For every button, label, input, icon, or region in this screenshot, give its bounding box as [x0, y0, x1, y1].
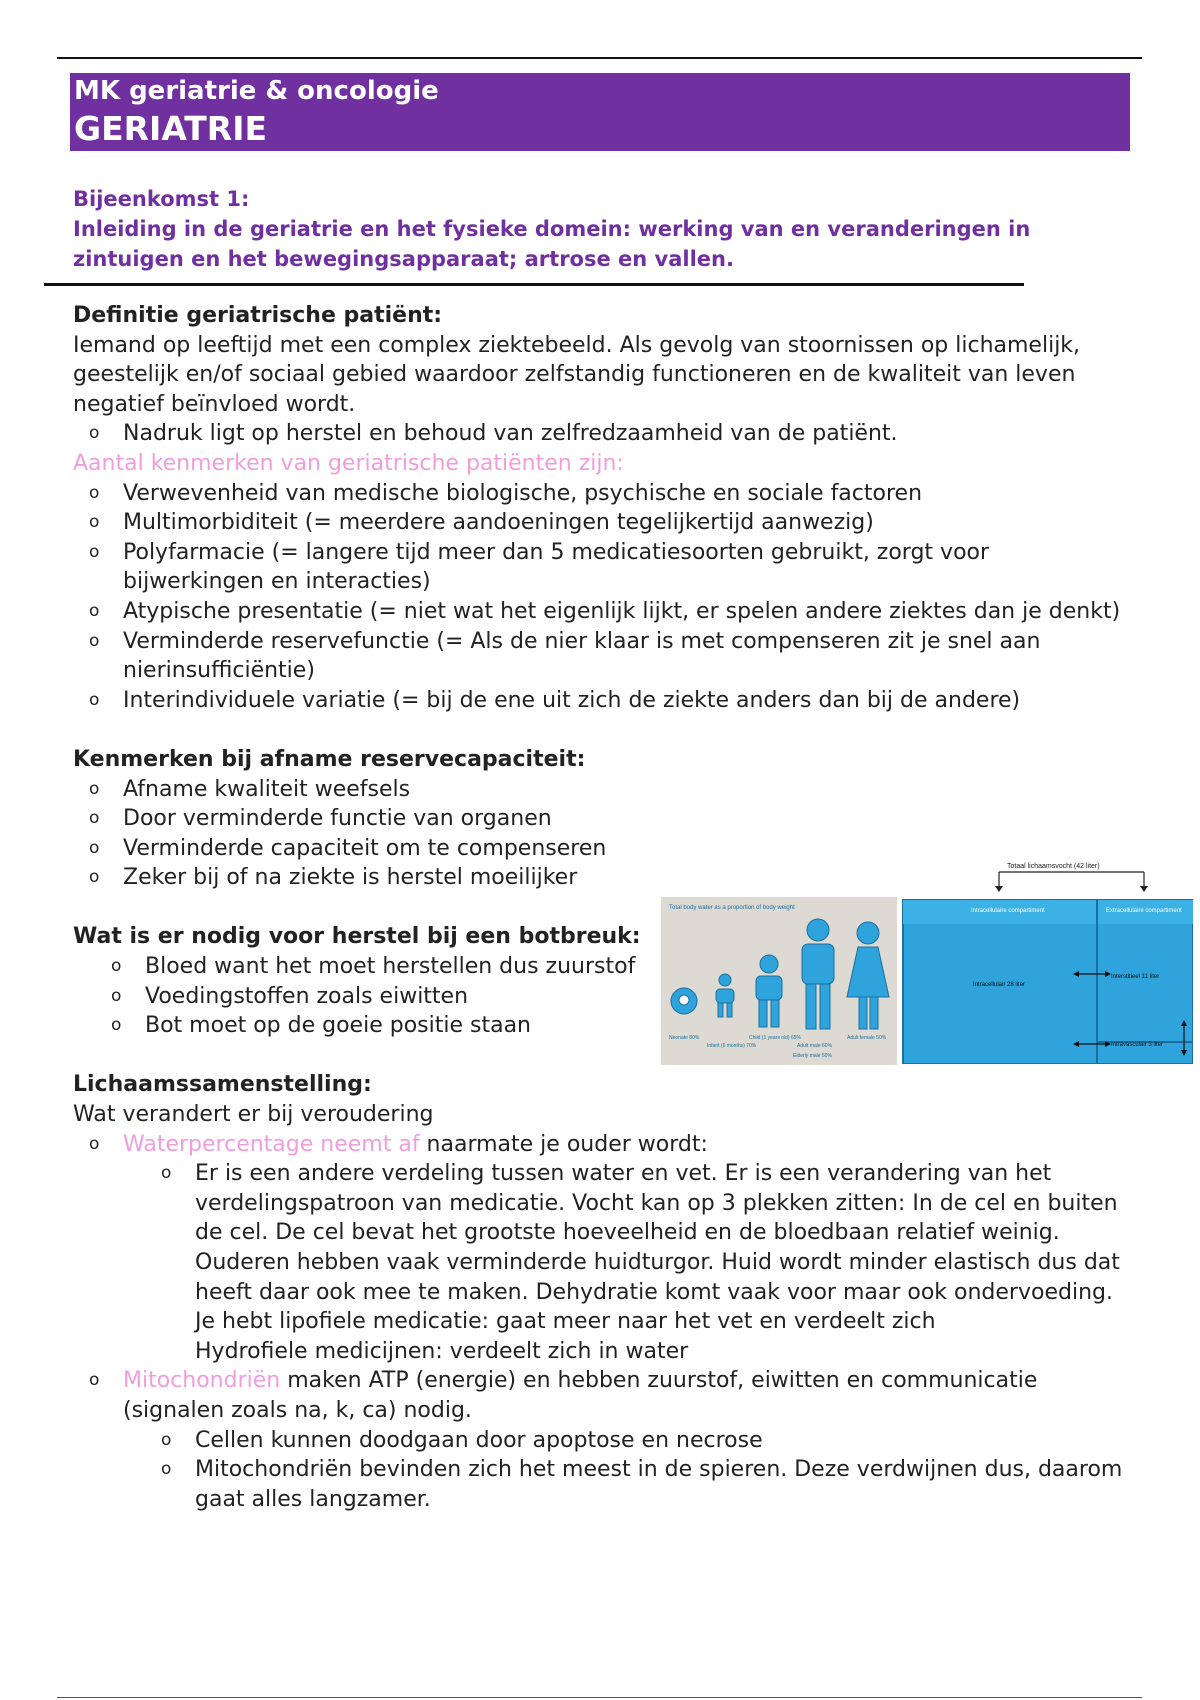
water-highlight: Waterpercentage neemt af [123, 1131, 420, 1157]
list-item [73, 1366, 1133, 1425]
label-neonate: Neonate 80% [669, 1035, 700, 1041]
label-adult-male: Adult male 60% [797, 1043, 833, 1049]
list-item: o Er is een andere verdeling tussen water en vet. Er is een verandering van het verdelingspatroon van medicatie. Vocht kan op 3 plekken zitten: In de cel en buiten de cel. De cel bevat het grootste hoeveelheid en de bloedbaan relatief weinig. Ouderen hebben vaak verminderde huidturgor. Huid wordt minder elastisch dus dat heeft daar ook mee te maken. Dehydratie komt vaak voor maar ook ondervoeding. [73, 1159, 1133, 1307]
meeting-topic: Inleiding in de geriatrie en het fysieke domein: werking van en veranderingen in zintuigen en het bewegingsapparaat; artrose en vallen. [73, 217, 1031, 271]
list-item: o Mitochondriën bevinden zich het meest in de spieren. Deze verdwijnen dus, daarom gaat alles langzamer. [73, 1455, 1133, 1514]
fluid-compartments-figure [901, 858, 1193, 1064]
composition-heading: Lichaamssamenstelling: [73, 1072, 372, 1098]
list-item: o Bot moet op de goeie positie staan [73, 1011, 1133, 1041]
total-body-water-label: Totaal lichaamsvocht (42 liter) [1007, 863, 1100, 870]
list-item: o Multimorbiditeit (= meerdere aandoeningen tegelijkertijd aanwezig) [73, 508, 1133, 538]
list-item: o Nadruk ligt op herstel en behoud van zelfredzaamheid van de patiënt. [73, 419, 1133, 449]
section-rule [44, 283, 1024, 286]
label-adult-female: Adult female 50% [847, 1035, 887, 1041]
meeting-block [73, 184, 1133, 274]
list-item [73, 1130, 1133, 1160]
list-item: o Zeker bij of na ziekte is herstel moeilijker [73, 863, 1133, 893]
list-item: o Bloed want het moet herstellen dus zuurstof [73, 952, 1133, 982]
list-item: o Cellen kunnen doodgaan door apoptose en necrose [73, 1426, 1133, 1456]
title-banner [70, 73, 1130, 151]
lipophilic-text: Je hebt lipofiele medicatie: gaat meer naar het vet en verdeelt zich [195, 1309, 936, 1335]
meeting-label: Bijeenkomst 1: [73, 187, 250, 211]
list-item: o Afname kwaliteit weefsels [73, 775, 1133, 805]
composition-intro: Wat verandert er bij veroudering [73, 1102, 434, 1128]
definition-heading: Definitie geriatrische patiënt: [73, 303, 443, 328]
list-item: o Atypische presentatie (= niet wat het eigenlijk lijkt, er spelen andere ziektes dan je denkt) [73, 597, 1133, 627]
course-title: MK geriatrie & oncologie [74, 76, 439, 106]
intracellular-heading: Intracellulaire compartiment [971, 908, 1045, 914]
list-item: o Verminderde capaciteit om te compenseren [73, 834, 1133, 864]
list-item: o Door verminderde functie van organen [73, 804, 1133, 834]
fracture-heading: Wat is er nodig voor herstel bij een botbreuk: [73, 924, 641, 950]
hydrophilic-text: Hydrofiele medicijnen: verdeelt zich in water [195, 1338, 689, 1364]
list-item: o Interindividuele variatie (= bij de ene uit zich de ziekte anders dan bij de andere) [73, 686, 1133, 716]
water-text: naarmate je ouder wordt: [419, 1131, 708, 1157]
body-water-figure [661, 897, 897, 1065]
list-item: o Polyfarmacie (= langere tijd meer dan 5 medicatiesoorten gebruikt, zorgt voor bijwerkingen en interacties) [73, 538, 1133, 597]
label-elderly-male: Elderly male 50% [793, 1053, 832, 1059]
label-child: Child (1 years old) 65% [749, 1035, 801, 1041]
interstitial-volume: Interstitieel 11 liter [1111, 974, 1160, 980]
list-item: o Voedingstoffen zoals eiwitten [73, 982, 1133, 1012]
bottom-rule [57, 1697, 1142, 1698]
definition-text: Iemand op leeftijd met een complex ziektebeeld. Als gevolg van stoornissen op lichamelijk, geestelijk en/of sociaal gebied waardoor zelfstandig functioneren en de kwaliteit van leven negatief beïnvloed wordt. [73, 332, 1081, 417]
mito-highlight: Mitochondriën [123, 1368, 281, 1394]
extracellular-heading: Extracellulaire compartiment [1106, 908, 1182, 914]
reserve-heading: Kenmerken bij afname reservecapaciteit: [73, 746, 586, 772]
intracellular-volume: Intracellulair 28 liter [973, 982, 1026, 988]
top-rule [57, 57, 1142, 59]
list-item: o Verwevenheid van medische biologische, psychische en sociale factoren [73, 479, 1133, 509]
page-title: GERIATRIE [74, 109, 268, 148]
figure-caption: Total body water as a proportion of body weight [669, 905, 795, 911]
intravascular-volume: Intravasculair 3 liter [1111, 1042, 1164, 1048]
characteristics-heading: Aantal kenmerken van geriatrische patiënten zijn: [73, 450, 624, 476]
label-infant: Infant (6 months) 70% [707, 1043, 757, 1049]
mito-text: maken ATP (energie) en hebben zuurstof, eiwitten en communicatie (signalen zoals na, k, ca) nodig. [123, 1368, 1038, 1423]
list-item: o Verminderde reservefunctie (= Als de nier klaar is met compenseren zit je snel aan nierinsufficiëntie) [73, 627, 1133, 686]
